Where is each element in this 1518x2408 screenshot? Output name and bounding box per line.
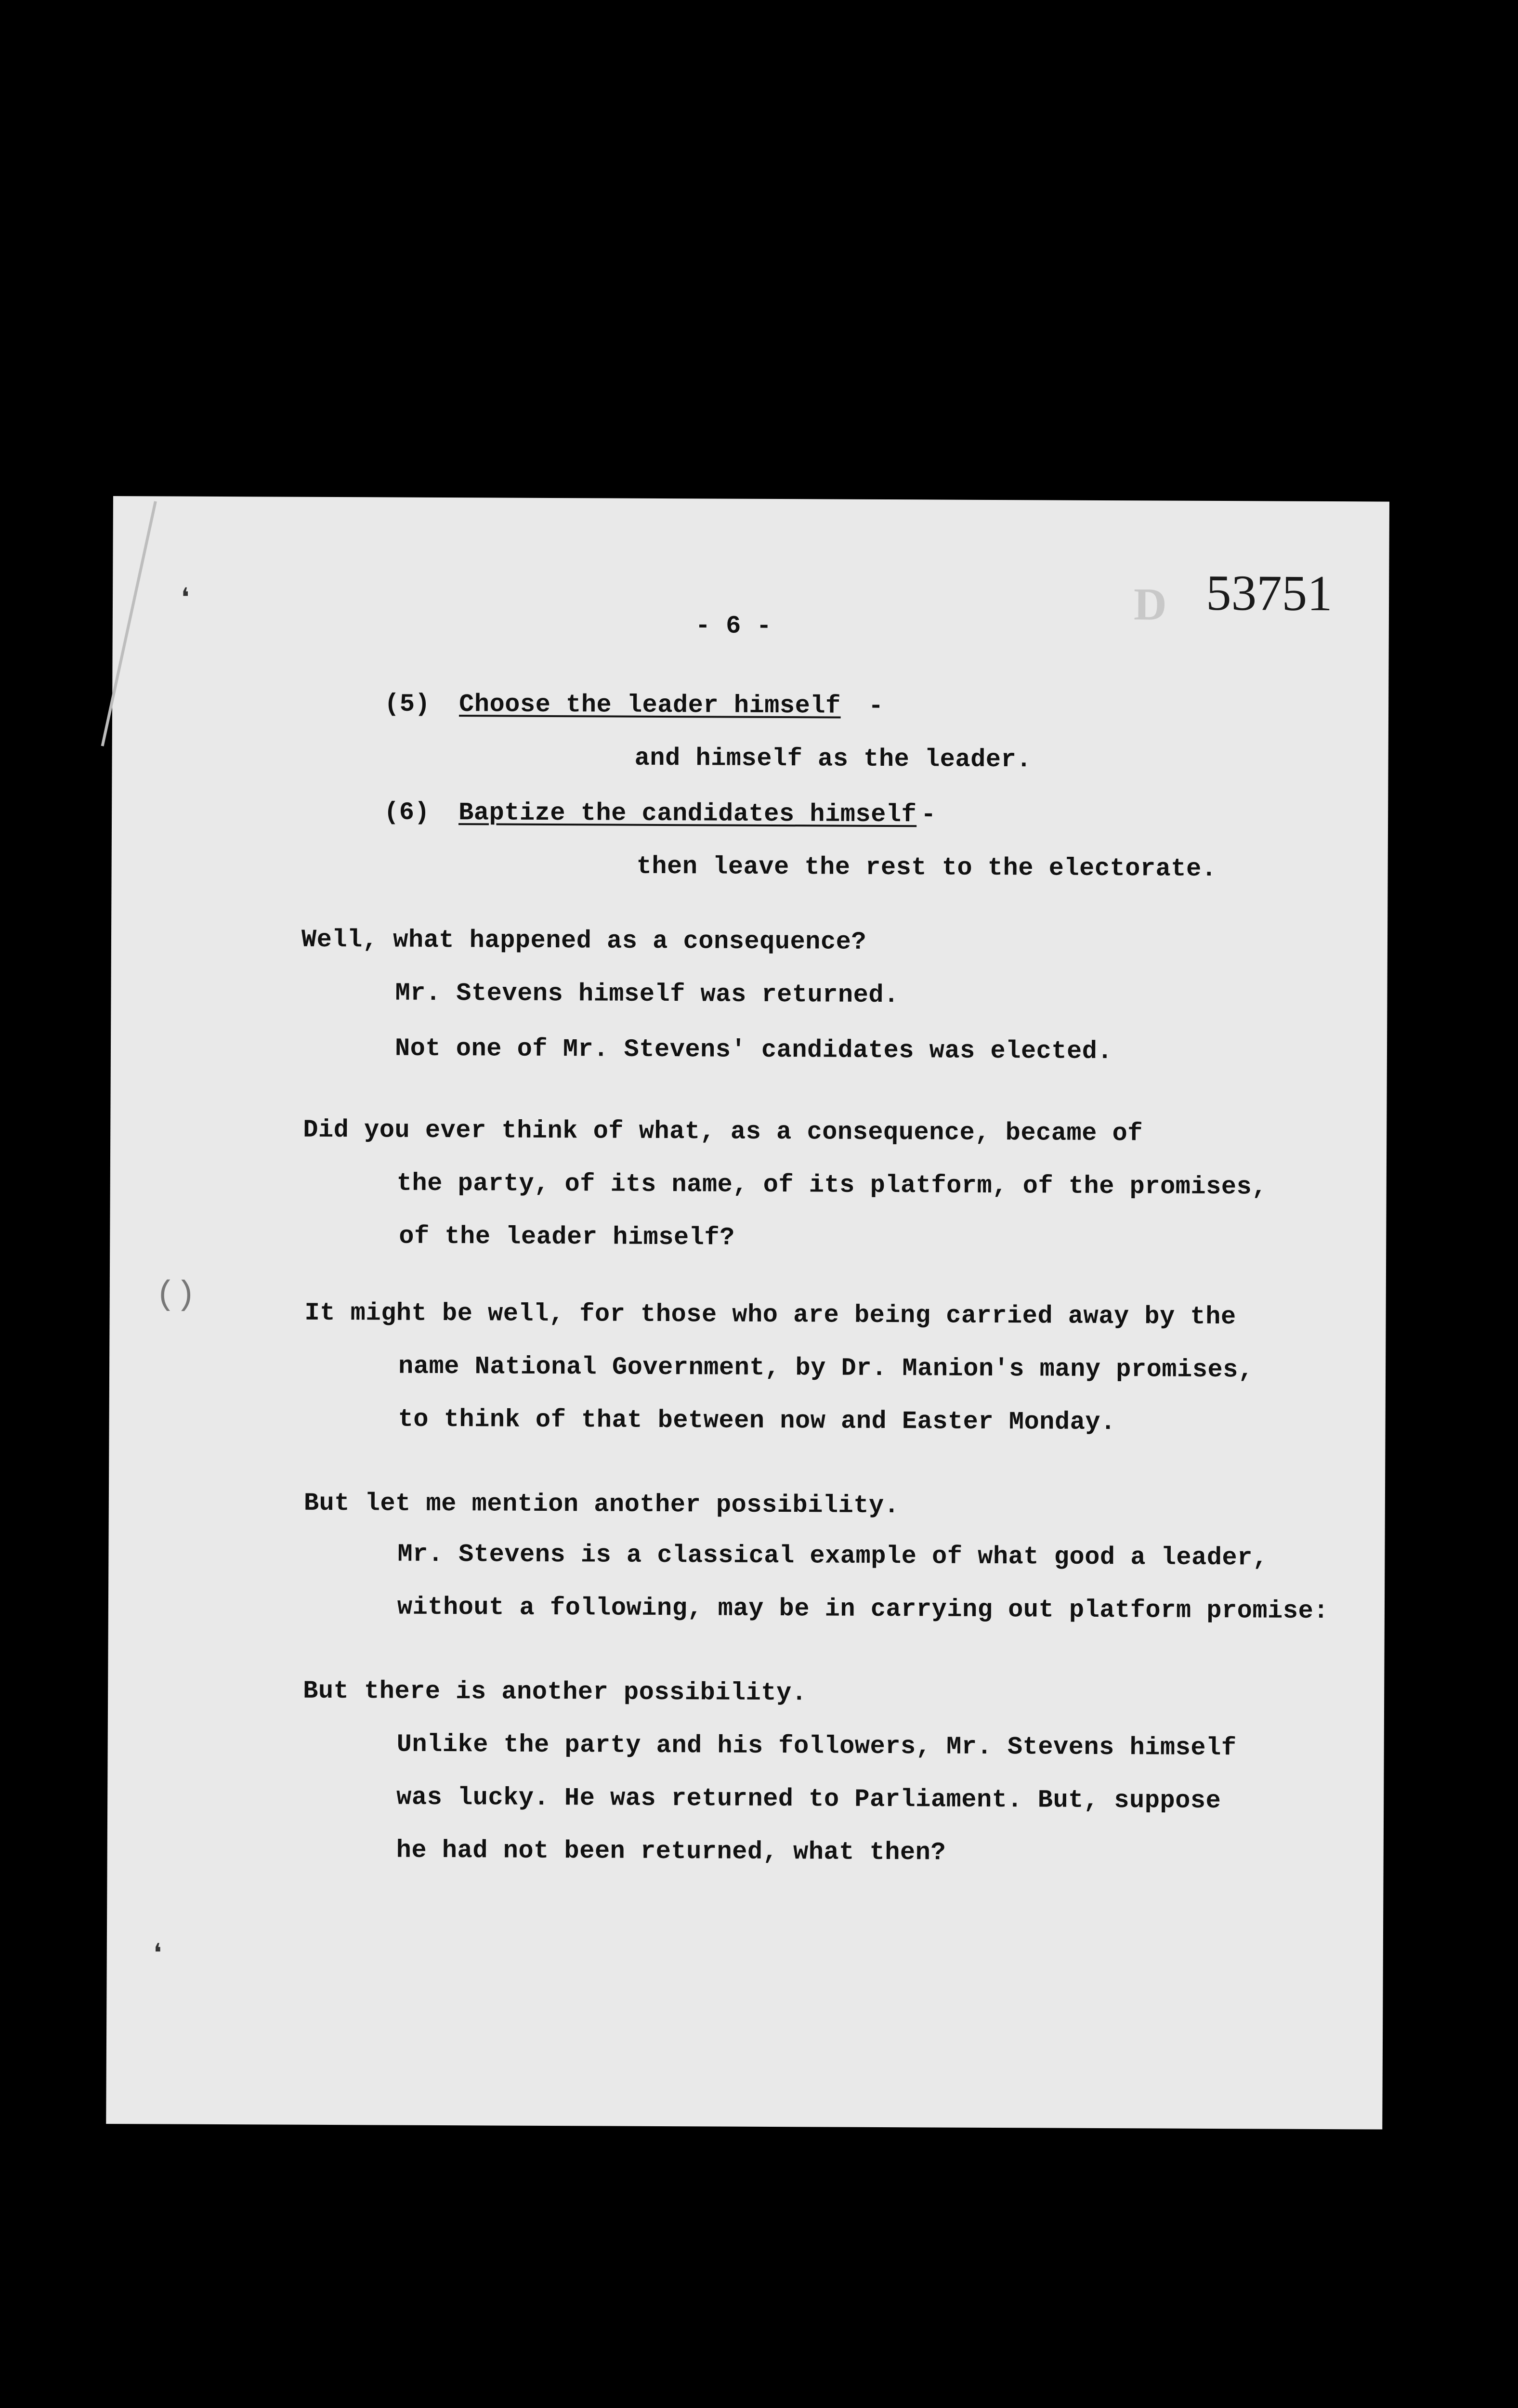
item-heading: Choose the leader himself [458, 690, 841, 720]
paragraph-line: was lucky. He was returned to Parliament. But, suppose [396, 1783, 1221, 1816]
paragraph-line: Mr. Stevens is a classical example of what good a leader, [397, 1540, 1268, 1572]
margin-mark: ❛ [175, 584, 196, 623]
paragraph-line: It might be well, for those who are being carried away by the [304, 1298, 1236, 1332]
archive-stamp-letter: D [1133, 578, 1167, 630]
paragraph-line: of the leader himself? [399, 1222, 735, 1252]
paragraph-line: Mr. Stevens himself was returned. [395, 979, 899, 1010]
paper-fold-line [101, 501, 157, 746]
paragraph-line: But there is another possibility. [303, 1676, 807, 1708]
paragraph-line: name National Government, by Dr. Manion's many promises, [398, 1352, 1254, 1385]
paragraph-line: Did you ever think of what, as a consequence, became of [303, 1115, 1143, 1148]
item-dash: - [920, 800, 936, 829]
paragraph-line: to think of that between now and Easter Monday. [398, 1405, 1116, 1437]
punch-hole-mark: () [155, 1276, 196, 1315]
paragraph-line: Well, what happened as a consequence? [301, 925, 867, 956]
punch-hole-mark-lower: ❛ [147, 1940, 169, 1978]
paragraph-line: Unlike the party and his followers, Mr. Stevens himself [396, 1730, 1237, 1763]
item-number: (6) [384, 798, 430, 827]
paragraph-line: he had not been returned, what then? [396, 1836, 946, 1867]
paragraph-line: But let me mention another possibility. [303, 1489, 900, 1520]
page-number: - 6 - [695, 612, 772, 641]
paragraph-line: without a following, may be in carrying out platform promise: [397, 1593, 1329, 1626]
item-dash: - [868, 692, 884, 720]
item-continuation: then leave the rest to the electorate. [636, 852, 1217, 884]
item-number: (5) [384, 690, 431, 719]
archive-stamp-number: 53751 [1205, 564, 1333, 622]
item-continuation: and himself as the leader. [634, 744, 1032, 774]
item-heading: Baptize the candidates himself [458, 798, 917, 829]
document-page [106, 496, 1389, 2130]
paragraph-line: the party, of its name, of its platform, of the promises, [396, 1169, 1268, 1202]
paragraph-line: Not one of Mr. Stevens' candidates was elected. [394, 1034, 1113, 1066]
